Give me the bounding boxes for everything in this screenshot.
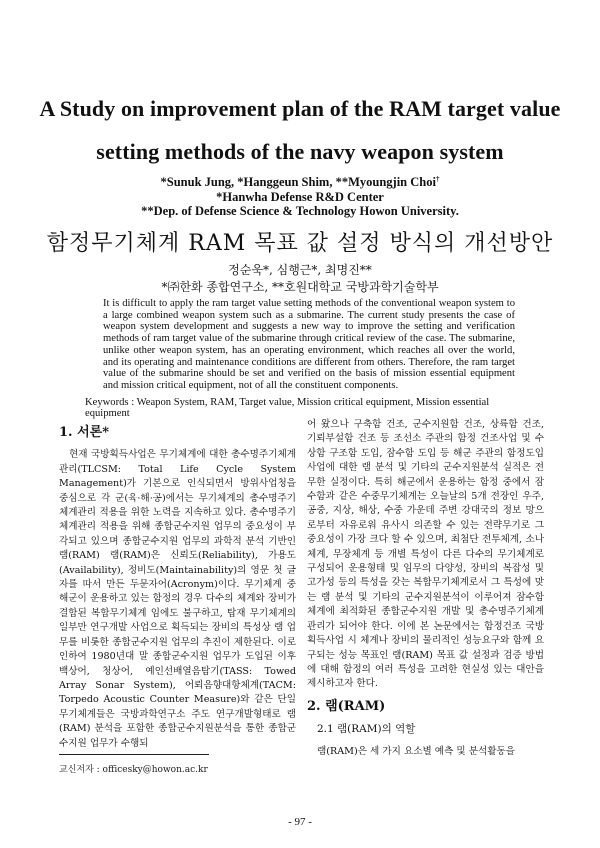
title-ko: 함정무기체계 RAM 목표 값 설정 방식의 개선방안 — [46, 231, 554, 256]
affiliation-ko: *㈜한화 종합연구소, **호원대학교 국방과학기술학부 — [161, 280, 439, 294]
authors-line — [0, 172, 600, 190]
section-heading-ram: 2. 램(RAM) — [307, 698, 386, 714]
left-column — [59, 418, 296, 751]
footnote: 교신저자 : officesky@howon.ac.kr — [59, 765, 208, 775]
authors-names: *Sunuk Jung, *Hanggeun Shim, **Myoungjin Choi — [160, 175, 436, 190]
keywords-text: Weapon System, RAM, Target value, Mission critical equipment, Mission essential equipment — [85, 397, 490, 419]
authors-block — [0, 172, 600, 219]
section2-1-paragraph: 램(RAM)은 세 가지 요소별 예측 및 분석활동을 — [317, 745, 516, 757]
section1-paragraph: 현재 국방획득사업은 무기체계에 대한 총수명주기체계관리(TLCSM: Total Life Cycle System Management)가 기본으로 인식되면서 방위사업청을 중심으로 각 군(육·해·공)에서는 무기체계의 총수명주기체계관리 적용을 위한 노력을 지속하고 있다. 총수명주기체계관리 적용을 위해 종합군수지원 업무의 중요성이 부각되고 있으며 종합군수지원 업무의 과학적 분석 기반인 램(RAM) 램(RAM)은 신뢰도(Reliability), 가용도(Availability), 정비도(Maintainability)의 영문 첫 글자를 따서 만든 두문자어(Acronym)이다. 무기체계 중 해군이 운용하고 있는 함정의 경우 다수의 체계와 장비가 결합된 복합무기체계 임에도 불구하고, 탑재 무기체계의 일부만 연구개발 사업으로 획득되는 장비의 특성상 램 업무를 비롯한 종합군수지원 업무의 추진이 제한된다. 이로 인하여 1980년대 말 종합군수지원 업무가 도입된 이후 백상어, 청상어, 예인선배열음탐기(TASS: Towed Array Sonar System), 어뢰음향대항체계(TACM: Torpedo Acoustic Counter Measure)와 같은 단일 무기체계들은 국방과학연구소 주도 연구개발형태로 램(RAM) 분석을 포함한 종합군수지원분석을 통한 종합군수지원 업무가 수행되 — [59, 449, 296, 749]
authors-ko: 정순욱*, 심행근*, 최명진** — [228, 263, 372, 277]
title-en-line2: setting methods of the navy weapon system — [96, 139, 504, 164]
keywords-label: Keywords : — [85, 397, 135, 408]
subsection-heading-ram-role: 2.1 램(RAM)의 역할 — [317, 723, 416, 736]
right-column-paragraph: 어 왔으나 구축함 건조, 군수지원함 건조, 상륙함 건조, 기뢰부설함 건조 등 조선소 주관의 함정 건조사업 및 수상함 구조함 도입, 잠수함 도입 등 해군 주관의 함정도입 사업에 대한 램 분석 및 기타의 군수지원분석 실적은 전무한 실정이다. 특히 해군에서 운용하는 함정 중에서 잠수함과 같은 수중무기체계는 오늘날의 5개 전장인 우주, 공중, 지상, 해상, 수중 가운데 주변 강대국의 정보 망으로부터 자유로워 유사시 의존할 수 있는 전략무기로 그 중요성이 가장 크다 할 수 있으며, 최첨단 전투체계, 소나체계, 무장체계 등 개별 특성이 다른 다수의 무기체계로 구성되어 운용형태 및 임무의 다양성, 장비의 복잡성 및 고가성 등의 특성을 갖는 복합무기체계로서 그 특성에 맞는 램 분석 및 기타의 군수지원분석이 이루어져 잠수함 체계에 최적화된 종합군수지원 개발 및 총수명주기체계관리가 되어야 한다. 이에 본 논문에서는 함정건조 국방획득사업 시 체계나 장비의 물리적인 성능요구와 함께 요구되는 성능 목표인 램(RAM) 목표 값 설정과 검증 방법에 대해 함정의 여러 특성을 고려한 현실성 있는 대안을 제시하고자 한다. — [307, 419, 544, 690]
authors-ko-block — [0, 262, 600, 296]
section-heading-introduction: 1. 서론* — [59, 425, 110, 440]
abstract: It is difficult to apply the ram target value setting methods of the conventional weapon system to a large combined weapon system such as a submarine. The current study presents the case of weapon system development and suggests a new way to improve the setting and verification methods of ram target value of the submarine through critical review of the case. The submarine, unlike other weapon system, has an operating environment, which reaches all over the world, and its operating and maintenance conditions are different from others. Therefore, the ram target value of the submarine should be set and verified on the basis of mission essential equipment and mission critical equipment, not of all the constituent components. — [103, 298, 515, 391]
affiliation-1: *Hanwha Defense R&D Center — [216, 189, 384, 204]
title-en-line1: A Study on improvement plan of the RAM target value — [39, 96, 561, 121]
page-number: - 97 - — [288, 816, 312, 828]
keywords — [85, 397, 525, 419]
corresponding-mark: † — [435, 175, 440, 183]
right-column — [307, 418, 544, 759]
footnote-divider — [59, 754, 209, 755]
affiliation-2: **Dep. of Defense Science & Technology Howon University. — [141, 204, 459, 219]
